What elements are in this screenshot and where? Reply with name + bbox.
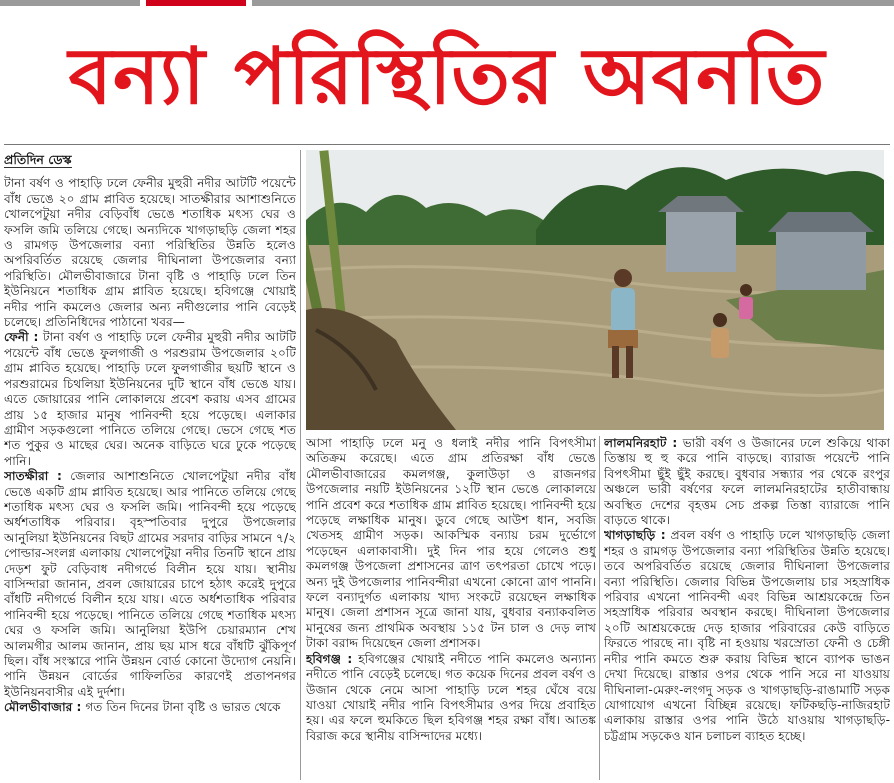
paragraph-lalmonirhat-text: ভারী বর্ষণ ও উজানের ঢলে শুকিয়ে থাকা তিস্তায় হু হু করে পানি বাড়ছে। ব্যারাজ পয়েন্টে পানি বিপৎসীমা ছুঁই ছুঁই করছে। বুধবার সন্ধ্যার পর থেকে রংপুর অঞ্চলে ভারী বর্ষণের ফলে লালমনিরহাটের হাতীবান্ধায় অবস্থিত দেশের বৃহত্তম সেচ প্রকল্প তিস্তা ব্যারাজে পানি বাড়তে থাকে। xyxy=(604,436,890,528)
intro-paragraph: টানা বর্ষণ ও পাহাড়ি ঢলে ফেনীর মুহুরী নদীর আটটি পয়েন্টে বাঁধ ভেঙে ২০ গ্রাম প্লাবিত হয়েছে। সাতক্ষীরার আশাশুনিতে খোলপেটুয়া নদীর বেড়িবাঁধ ভেঙে শতাধিক মৎস্য ঘের ও ফসলি জমি তলিয়ে গেছে। অন্যদিকে খাগড়াছড়ি জেলা শহর ও রামগড় উপজেলার বন্যা পরিস্থিতির উন্নতি হলেও অপরিবর্তিত রয়েছে জেলার দীঘিনালা উপজেলার বন্যা পরিস্থিতি। মৌলভীবাজারে টানা বৃষ্টি ও পাহাড়ি ঢলে তিন ইউনিয়নে শতাধিক গ্রাম প্লাবিত হয়েছে। হবিগঞ্জে খোয়াই নদীর পানি কমলেও জেলার অন্য নদীগুলোর পানি বেড়েই চলেছে। প্রতিনিধিদের পাঠানো খবর— xyxy=(4,176,296,330)
dateline-satkhira: সাতক্ষীরা : xyxy=(4,469,62,484)
top-bar-segment-gray xyxy=(0,0,140,6)
article-column-3 xyxy=(604,436,890,780)
column-divider-2 xyxy=(599,436,600,780)
paragraph-khagrachari xyxy=(604,528,890,744)
paragraph-habiganj-text: হবিগঞ্জের খোয়াই নদীতে পানি কমলেও অন্যান্য নদীতে পানি বেড়েই চলেছে। গত কয়েক দিনের প্রবল বর্ষণ ও উজান থেকে নেমে আসা পাহাড়ি ঢলে শহর ঘেঁষে বয়ে যাওয়া খোয়াই নদীর পানি বিপৎসীমার ওপর দিয়ে প্রবাহিত হয়। এর ফলে হুমকিতে ছিল হবিগঞ্জ শহর রক্ষা বাঁধ। আতঙ্ক বিরাজ করে স্থানীয় বাসিন্দাদের মধ্যে। xyxy=(306,651,596,743)
dateline-moulvibazar: মৌলভীবাজার : xyxy=(4,700,82,715)
paragraph-khagrachari-text: প্রবল বর্ষণ ও পাহাড়ি ঢলে খাগড়াছড়ি জেলা শহর ও রামগড় উপজেলার বন্যা পরিস্থিতির উন্নতি হয়েছে। তবে অপরিবর্তিত রয়েছে জেলার দীঘিনালা উপজেলার বন্যা পরিস্থিতি। জেলার বিভিন্ন উপজেলায় চার সহস্রাধিক পরিবার এখনো পানিবন্দী এবং বিভিন্ন আশ্রয়কেন্দ্রে তিন সহস্রাধিক পরিবার অবস্থান করছে। দীঘিনালা উপজেলার ২০টি আশ্রয়কেন্দ্রে দেড় হাজার পরিবারের কেউ বাড়িতে ফিরতে পারছে না। বৃষ্টি না হওয়ায় খরস্রোতা ফেনী ও চেঙ্গী নদীর পানি কমতে শুরু করায় বিভিন্ন স্থানে ব্যাপক ভাঙন দেখা দিয়েছে। রাস্তার ওপর থেকে পানি সরে না যাওয়ায় দীঘিনালা-মেরুং-লংগদু সড়ক ও খাগড়াছড়ি-রাঙামাটি সড়ক যোগাযোগ এখনো বিচ্ছিন্ন রয়েছে। ফটিকছড়ি-নাজিরহাট এলাকায় রাস্তার ওপর পানি উঠে যাওয়ায় খাগড়াছড়ি-চট্টগ্রাম সড়কেও যান চলাচল ব্যাহত হচ্ছে। xyxy=(604,528,890,743)
dateline-feni: ফেনী : xyxy=(4,330,39,345)
article-column-2 xyxy=(306,436,596,780)
paragraph-feni xyxy=(4,330,296,469)
column-divider-1 xyxy=(300,150,301,780)
flood-photo-illustration xyxy=(306,150,884,430)
dateline-lalmonirhat: লালমনিরহাট : xyxy=(604,436,678,450)
top-bar-segment-gray-long xyxy=(252,0,894,6)
paragraph-feni-text: টানা বর্ষণ ও পাহাড়ি ঢলে ফেনীর মুহুরী নদীর আটটি পয়েন্টে বাঁধ ভেঙে ফুলগাজী ও পরশুরাম উপজেলার ২০টি গ্রাম প্লাবিত হয়েছে। পাহাড়ি ঢলে ফুলগাজীর ছয়টি স্থানে ও পরশুরামের চিথলিয়া ইউনিয়নের দুটি স্থানে বাঁধ ভেঙে যায়। এতে জোয়ারের পানি লোকালয়ে প্রবেশ করায় এসব গ্রামের প্রায় ১৫ হাজার মানুষ পানিবন্দী হয়ে পড়েছে। এলাকার গ্রামীণ সড়কগুলো পানিতে তলিয়ে গেছে। ভেসে গেছে শত শত পুকুর ও মাছের ঘের। অনেক বাড়িতে ঘরে ঢুকে পড়েছে পানি। xyxy=(4,330,296,468)
headline-rule xyxy=(4,144,890,145)
top-color-bar xyxy=(0,0,894,6)
top-bar-segment-red xyxy=(146,0,246,6)
dateline-khagrachari: খাগড়াছড়ি : xyxy=(604,528,666,543)
byline: প্রতিদিন ডেস্ক xyxy=(4,152,72,167)
paragraph-lalmonirhat xyxy=(604,436,890,528)
paragraph-satkhira-text: জেলার আশাশুনিতে খোলপেটুয়া নদীর বাঁধ ভেঙে একটি গ্রাম প্লাবিত হয়েছে। আর পানিতে তলিয়ে গেছে শতাধিক মৎস্য ঘের ও ফসলি জমি। পানিবন্দী হয়ে পড়েছে অর্ধশতাধিক পরিবার। বৃহস্পতিবার দুপুরে উপজেলার আনুলিয়া ইউনিয়নের বিছট গ্রামের সরদার বাড়ির সামনে ৭/২ পোল্ডার-সংলগ্ন এলাকায় খোলপেটুয়া নদীর তিনটি স্থানে প্রায় দেড়শ ফুট বেড়িবাধ নদীগর্ভে বিলীন হয়ে যায়। স্থানীয় বাসিন্দারা জানান, প্রবল জোয়ারের চাপে হঠাৎ করেই দুপুরে বাঁধটি নদীগর্ভে বিলীন হয়ে যায়। এতে অর্ধশতাধিক পরিবার পানিবন্দী হয়ে পড়েছে। পানিতে তলিয়ে গেছে শতাধিক মৎস্য ঘের ও ফসলি জমি। আনুলিয়া ইউপি চেয়ারম্যান শেখ আলমগীর আলম জানান, প্রায় ছয় মাস ধরে বাঁধটি ঝুঁকিপূর্ণ ছিল। বাঁধ সংস্কারে পানি উন্নয়ন বোর্ড কোনো উদ্যোগ নেয়নি। পানি উন্নয়ন বোর্ডের গাফিলতির কারণেই প্রতাপনগর ইউনিয়নবাসীর এই দুর্দশা। xyxy=(4,469,296,699)
paragraph-moulvibazar xyxy=(4,700,296,715)
headline: বন্যা পরিস্থিতির অবনতি xyxy=(68,32,826,122)
dateline-habiganj: হবিগঞ্জ : xyxy=(306,651,353,666)
article-column-1 xyxy=(4,152,296,780)
paragraph-moulvibazar-text: গত তিন দিনের টানা বৃষ্টি ও ভারত থেকে xyxy=(85,700,281,715)
paragraph-moulvibazar-continued: আসা পাহাড়ি ঢলে মনু ও ধলাই নদীর পানি বিপৎসীমা অতিক্রম করেছে। এতে গ্রাম প্রতিরক্ষা বাঁধ ভেঙে মৌলভীবাজারের কমলগঞ্জ, কুলাউড়া ও রাজনগর উপজেলার নয়টি ইউনিয়নের ১২টি স্থান ভেঙে লোকালয়ে পানি প্রবেশ করে শতাধিক গ্রাম প্লাবিত হয়েছে। পানিবন্দী হয়ে পড়েছে লক্ষাধিক মানুষ। ডুবে গেছে আউশ ধান, সবজি খেতসহ গ্রামীণ সড়ক। আকস্মিক বন্যায় চরম দুর্ভোগে পড়েছেন এলাকাবাসী। দুই দিন পার হয়ে গেলেও শুধু কমলগঞ্জ উপজেলা প্রশাসনের ত্রাণ তৎপরতা চোখে পড়ে। অন্য দুই উপজেলার পানিবন্দীরা এখনো কোনো ত্রাণ পাননি। ফলে বন্যাদুর্গত এলাকায় খাদ্য সংকটে রয়েছেন লক্ষাধিক মানুষ। জেলা প্রশাসন সূত্রে জানা যায়, বুধবার বন্যাকবলিত মানুষের জন্য প্রাথমিক অবস্থায় ১১৫ টন চাল ও দেড় লাখ টাকা বরাদ্দ দিয়েছেন জেলা প্রশাসক। xyxy=(306,436,596,651)
flood-photo xyxy=(306,150,884,430)
paragraph-satkhira xyxy=(4,469,296,700)
paragraph-habiganj xyxy=(306,652,596,744)
